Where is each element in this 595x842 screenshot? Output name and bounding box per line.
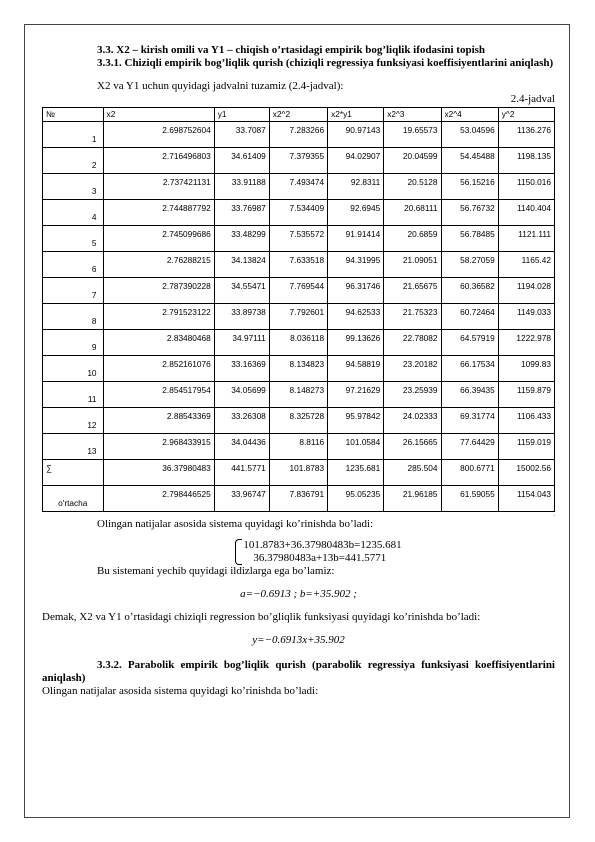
table-cell: 97.21629 [328, 382, 384, 408]
subsection-heading: 3.3.1. Chiziqli empirik bog’liqlik qurish (chiziqli regressiya funksiyasi koeffisiyentlarini aniqlash) [97, 57, 554, 69]
table-cell: 33.16369 [214, 356, 269, 382]
table-cell: 7.379355 [269, 148, 327, 174]
table-cell: 34.13824 [214, 252, 269, 278]
table-cell: 21.65675 [384, 278, 441, 304]
solve-intro: Bu sistemani yechib quyidagi ildizlarga ega bo’lamiz: [97, 565, 335, 577]
table-cell: 7.283266 [269, 122, 327, 148]
table-cell: 21.75323 [384, 304, 441, 330]
table-cell: 91.91414 [328, 226, 384, 252]
table-cell: 19.65573 [384, 122, 441, 148]
table-cell: 92.8311 [328, 174, 384, 200]
table-cell: 1140.404 [498, 200, 554, 226]
table-cell: 92.6945 [328, 200, 384, 226]
equation-system [42, 539, 555, 565]
conclusion-text: Demak, X2 va Y1 o’rtasidagi chiziqli regression bo’gliqlik funksiyasi quyidagi ko’rinishda bo’ladi: [42, 611, 481, 623]
table-cell: 33.48299 [214, 226, 269, 252]
table-cell: 8.325728 [269, 408, 327, 434]
table-cell: 1136.276 [498, 122, 554, 148]
table-cell: 33.76987 [214, 200, 269, 226]
table-row [43, 382, 555, 408]
table-cell: 2.88543369 [103, 408, 214, 434]
table-cell: 20.6859 [384, 226, 441, 252]
table-cell: 2.968433915 [103, 434, 214, 460]
table-row [43, 226, 555, 252]
table-cell: 1222.978 [498, 330, 554, 356]
table-cell: 94.58819 [328, 356, 384, 382]
table-cell: 101.8783 [269, 460, 327, 486]
table-cell: 2.787390228 [103, 278, 214, 304]
table-intro: X2 va Y1 uchun quyidagi jadvalni tuzamiz (2.4-jadval): [97, 80, 344, 92]
table-cell: 33.7087 [214, 122, 269, 148]
header-cell: y1 [214, 108, 269, 122]
table-cell: 7.633518 [269, 252, 327, 278]
table-cell: 22.78082 [384, 330, 441, 356]
table-cell: 90.97143 [328, 122, 384, 148]
table-cell: 2.798446525 [103, 486, 214, 512]
header-cell: x2*y1 [328, 108, 384, 122]
table-cell: 34.05699 [214, 382, 269, 408]
table-cell: 2.791523122 [103, 304, 214, 330]
table-cell: 94.31995 [328, 252, 384, 278]
table-cell: 33.91188 [214, 174, 269, 200]
table-cell: 66.17534 [441, 356, 498, 382]
header-cell: x2 [103, 108, 214, 122]
header-cell: № [43, 108, 104, 122]
row-index-cell: 2 [43, 148, 104, 174]
table-cell: 1194.028 [498, 278, 554, 304]
table-row [43, 252, 555, 278]
table-cell: 7.535572 [269, 226, 327, 252]
table-cell: 2.745099686 [103, 226, 214, 252]
table-cell: 95.05235 [328, 486, 384, 512]
table-cell: 58.27059 [441, 252, 498, 278]
table-cell: 34.61409 [214, 148, 269, 174]
table-row [43, 148, 555, 174]
table-cell: 24.02333 [384, 408, 441, 434]
table-cell: 2.83480468 [103, 330, 214, 356]
table-cell: 94.62533 [328, 304, 384, 330]
table-cell: 61.59055 [441, 486, 498, 512]
table-row [43, 122, 555, 148]
header-cell: y^2 [498, 108, 554, 122]
table-row [43, 330, 555, 356]
table-row [43, 408, 555, 434]
table-cell: 1099.83 [498, 356, 554, 382]
table-cell: 36.37980483 [103, 460, 214, 486]
table-cell: 54.45488 [441, 148, 498, 174]
row-index-cell: 12 [43, 408, 104, 434]
table-cell: 8.148273 [269, 382, 327, 408]
table-cell: 1159.019 [498, 434, 554, 460]
table-cell: 56.15216 [441, 174, 498, 200]
table-cell: 99.13626 [328, 330, 384, 356]
table-cell: 60.36582 [441, 278, 498, 304]
table-cell: 33.26308 [214, 408, 269, 434]
row-index-cell: 13 [43, 434, 104, 460]
table-cell: 77.64429 [441, 434, 498, 460]
regression-equation: y=−0.6913x+35.902 [252, 634, 345, 646]
section-heading: 3.3. X2 – kirish omili va Y1 – chiqish o’rtasidagi empirik bog’liqlik ifodasini topish [97, 44, 486, 56]
parabolic-heading-line1 [42, 659, 555, 685]
table-row [43, 356, 555, 382]
table-cell: 64.57919 [441, 330, 498, 356]
table-row [43, 174, 555, 200]
table-cell: 21.09051 [384, 252, 441, 278]
table-row [43, 460, 555, 486]
row-index-cell: 7 [43, 278, 104, 304]
row-index-cell: o'rtacha [43, 486, 104, 512]
table-cell: 2.854517954 [103, 382, 214, 408]
table-cell: 60.72464 [441, 304, 498, 330]
table-cell: 101.0584 [328, 434, 384, 460]
table-row [43, 200, 555, 226]
table-cell: 23.25939 [384, 382, 441, 408]
table-cell: 800.6771 [441, 460, 498, 486]
table-cell: 20.68111 [384, 200, 441, 226]
parabolic-heading: 3.3.2. Parabolik empirik bog’liqlik qurish (parabolik regressiya funksiyasi koeffisiyentlarini aniqlash) [42, 659, 555, 684]
table-cell: 95.97842 [328, 408, 384, 434]
table-cell: 96.31746 [328, 278, 384, 304]
table-row [43, 278, 555, 304]
parabolic-intro: Olingan natijalar asosida sistema quyidagi ko’rinishda bo’ladi: [42, 685, 319, 697]
row-index-cell: 11 [43, 382, 104, 408]
data-table [42, 107, 555, 512]
table-cell: 285.504 [384, 460, 441, 486]
system-equation-2: 36.37980483a+13b=441.5771 [253, 552, 387, 564]
table-cell: 21.96185 [384, 486, 441, 512]
solution-line [42, 588, 555, 601]
table-cell: 8.134823 [269, 356, 327, 382]
system-brace [235, 539, 242, 565]
table-header-row [43, 108, 555, 122]
row-index-cell: 3 [43, 174, 104, 200]
table-cell: 8.036118 [269, 330, 327, 356]
table-cell: 2.852161076 [103, 356, 214, 382]
table-body [43, 122, 555, 512]
row-index-cell: 10 [43, 356, 104, 382]
regression-equation-line [42, 634, 555, 647]
table-cell: 1235.681 [328, 460, 384, 486]
header-cell: x2^4 [441, 108, 498, 122]
table-cell: 2.744887792 [103, 200, 214, 226]
document-content: 3.3. X2 – kirish omili va Y1 – chiqish o’rtasidagi empirik bog’liqlik ifodasini topish 3.3.1. Chiziqli empirik bog’liqlik qurish (chiziqli regressiya funksiyasi koeffisiyentlarini aniqlash) X2 va Y1 uchun quyidagi jadvalni tuzamiz (2.4-jadval): 2.4-jadval № x2 y1 x2^2 x2*y1 x2^3 x2^4 y^2 1 2.698752604 33.7087 7.283266 90.97143 19.65573 53.04596 1136.276 2 2.716496803 34.61409 7.379355 94.02907 20.04599 54.45488 1198.135 3 2.737421131 33.91188 7.493474 92.8311 20.5128 56.15216 1150.016 4 2.744887792 33.76987 7.534409 92.6945 20.68111 56.76732 1140.404 5 2.745099686 33.48299 7.535572 91.91414 20.6859 56.78485 1121.111 6 2.76288215 34.13824 7.633518 94.31995 21.09051 58.27059 1165.42 7 2.787390228 34.55471 7.769544 96.31746 21.65675 60.36582 1194.028 8 2.791523122 33.89738 7.792601 94.62533 21.75323 60.72464 1149.033 9 2.83480468 34.97111 8.036118 99.13626 22.78082 64.57919 1222.978 10 2.852161076 33.16369 8.134823 94.58819 23.20182 66.17534 1099.83 11 2.854517954 34.05699 8.148273 97.21629 23.25939 66.39435 1159.879 12 2.88543369 33.26308 8.325728 95.97842 24.02333 69.31774 1106.433 13 2.968433915 34.04436 8.8116 101.0584 26.15665 77.64429 1159.019 ∑ 36.37980483 441.5771 101.8783 1235.681 285.504 800.6771 15002.56 o'rtacha 2.798446525 33.96747 7.836791 95.05235 21.96185 61.59055 1154.043 . Olingan natijalar asosida sistema quyidagi ko’rinishda bo’ladi: 101.8783+36.37980483b=1235.681 36.37980483a+13b=441.5771 Bu sistemani yechib quyidagi ildizlarga ega bo’lamiz: a=−0.6913 ; b=+35.902 ; Demak, X2 va Y1 o’rtasidagi chiziqli regression bo’gliqlik funksiyasi quyidagi ko’rinishda bo’ladi: y=−0.6913x+35.902 3.3.2. Parabolik empirik bog’liqlik qurish (parabolik regressiya funksiyasi koeffisiyentlarini aniqlash) Olingan natijalar asosida sistema quyidagi ko’rinishda bo’ladi: [42, 44, 555, 697]
table-caption: 2.4-jadval [510, 93, 555, 105]
table-cell: 1150.016 [498, 174, 554, 200]
table-cell: 441.5771 [214, 460, 269, 486]
table-cell: 26.15665 [384, 434, 441, 460]
system-equation-1: 101.8783+36.37980483b=1235.681 [243, 539, 402, 551]
table-cell: 8.8116 [269, 434, 327, 460]
table-cell: 2.737421131 [103, 174, 214, 200]
table-cell: 34.97111 [214, 330, 269, 356]
row-index-cell: 8 [43, 304, 104, 330]
table-cell: 1154.043 [498, 486, 554, 512]
table-cell: 1198.135 [498, 148, 554, 174]
table-cell: 1106.433 [498, 408, 554, 434]
row-index-cell: 1 [43, 122, 104, 148]
table-cell: 7.493474 [269, 174, 327, 200]
table-cell: 2.76288215 [103, 252, 214, 278]
table-cell: 7.769544 [269, 278, 327, 304]
table-cell: 33.89738 [214, 304, 269, 330]
header-cell: x2^3 [384, 108, 441, 122]
table-cell: 69.31774 [441, 408, 498, 434]
table-cell: 20.5128 [384, 174, 441, 200]
table-cell: 1149.033 [498, 304, 554, 330]
row-index-cell: 4 [43, 200, 104, 226]
table-cell: 33.96747 [214, 486, 269, 512]
table-cell: 15002.56 [498, 460, 554, 486]
row-index-cell: ∑ [43, 460, 104, 486]
row-index-cell: 6 [43, 252, 104, 278]
table-cell: 23.20182 [384, 356, 441, 382]
table-cell: 56.76732 [441, 200, 498, 226]
table-cell: 53.04596 [441, 122, 498, 148]
row-index-cell: 9 [43, 330, 104, 356]
table-cell: 7.534409 [269, 200, 327, 226]
table-cell: 94.02907 [328, 148, 384, 174]
table-cell: 2.698752604 [103, 122, 214, 148]
table-cell: 66.39435 [441, 382, 498, 408]
table-cell: 7.792601 [269, 304, 327, 330]
row-index-cell: 5 [43, 226, 104, 252]
table-row [43, 486, 555, 512]
table-cell: 56.78485 [441, 226, 498, 252]
table-cell: 1121.111 [498, 226, 554, 252]
table-cell: 34.55471 [214, 278, 269, 304]
system-intro: Olingan natijalar asosida sistema quyidagi ko’rinishda bo’ladi: [97, 518, 374, 530]
table-cell: 7.836791 [269, 486, 327, 512]
table-cell: 1159.879 [498, 382, 554, 408]
table-cell: 20.04599 [384, 148, 441, 174]
table-cell: 34.04436 [214, 434, 269, 460]
table-cell: 2.716496803 [103, 148, 214, 174]
table-row [43, 434, 555, 460]
header-cell: x2^2 [269, 108, 327, 122]
solution-text: a=−0.6913 ; b=+35.902 ; [240, 588, 357, 600]
table-cell: 1165.42 [498, 252, 554, 278]
table-row [43, 304, 555, 330]
